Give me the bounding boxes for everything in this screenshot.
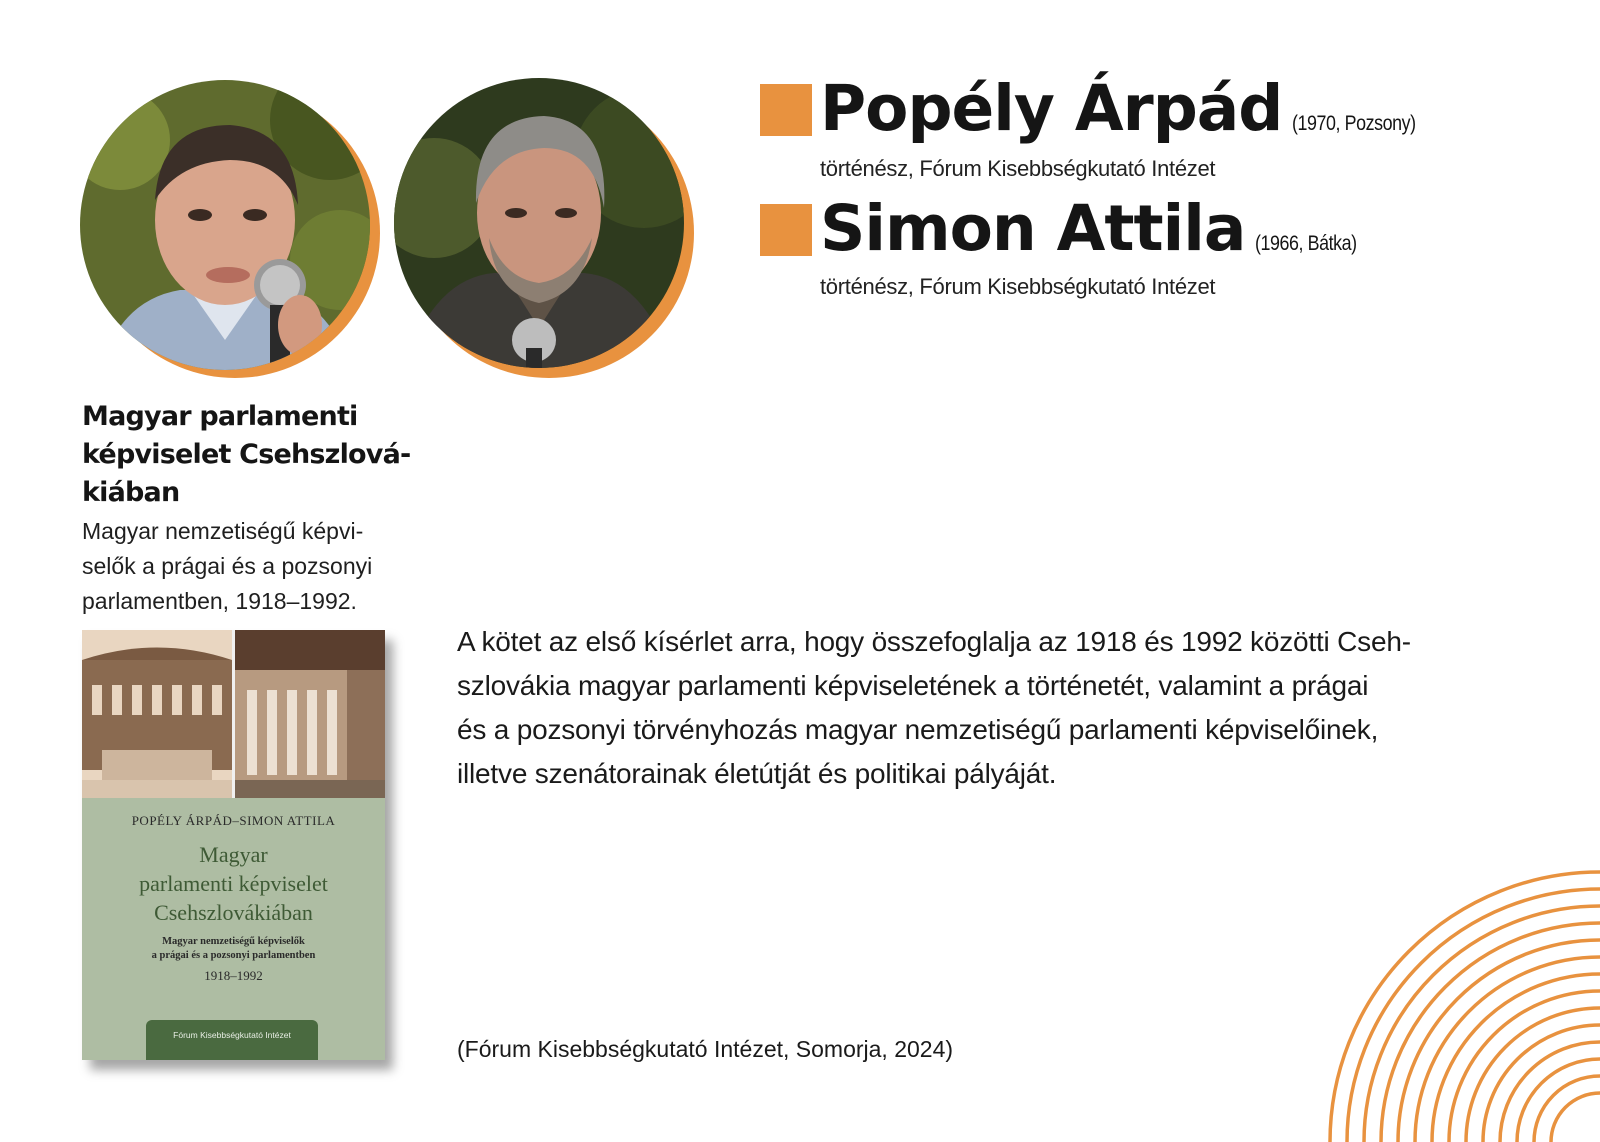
cover-building-photos (82, 630, 385, 798)
author-role: történész, Fórum Kisebbségkutató Intézet (820, 156, 1216, 181)
cover-years: 1918–1992 (204, 968, 263, 983)
cover-title: Magyar parlamenti képviselet Csehszlovákiában (139, 842, 328, 925)
author-name: Popély Árpád (1970, Pozsony) (820, 72, 1417, 145)
decorative-arc (1534, 1076, 1600, 1142)
book-title: Magyar parlamenti képviselet Csehszlová- kiában (82, 401, 411, 508)
author-birth: (1970, Pozsony) (1292, 112, 1417, 135)
author-role: történész, Fórum Kisebbségkutató Intézet (820, 274, 1216, 299)
portrait-photo-simon (394, 78, 684, 368)
decorative-arc (1398, 940, 1600, 1142)
accent-square (760, 204, 812, 256)
decorative-arc (1415, 957, 1600, 1142)
publication-info: (Fórum Kisebbségkutató Intézet, Somorja, 2024) (457, 1036, 954, 1062)
decorative-arcs (1300, 860, 1600, 1142)
decorative-arc (1500, 1042, 1600, 1142)
portrait-photo-popely (80, 80, 370, 370)
decorative-arc (1330, 872, 1600, 1142)
cover-subtitle: Magyar nemzetiségű képviselők a prágai és a pozsonyi parlamentben (151, 936, 316, 961)
decorative-arc (1449, 991, 1600, 1142)
book-cover (82, 630, 385, 1060)
book-description: A kötet az első kísérlet arra, hogy összefoglalja az 1918 és 1992 közötti Cseh- szlovákia magyar parlamenti képviseletének a történetét, valamint a prágai és a pozsonyi törvényhozás magyar nemzetiségű parlamenti képviselőinek, illetve szenátorainak életútját és politikai pályáját. (457, 626, 1411, 789)
decorative-arc (1381, 923, 1600, 1142)
accent-square (760, 84, 812, 136)
portrait-popely (80, 80, 380, 380)
decorative-arc (1551, 1093, 1600, 1142)
cover-publisher-badge: Fórum Kisebbségkutató Intézet (146, 1020, 318, 1060)
cover-authors: POPÉLY ÁRPÁD–SIMON ATTILA (131, 813, 336, 828)
portrait-simon (394, 78, 694, 378)
author-name: Simon Attila (1966, Bátka) (820, 192, 1358, 265)
author-birth: (1966, Bátka) (1255, 232, 1358, 255)
book-subtitle: Magyar nemzetiségű képvi- selők a prágai és a pozsonyi parlamentben, 1918–1992. (82, 518, 373, 614)
